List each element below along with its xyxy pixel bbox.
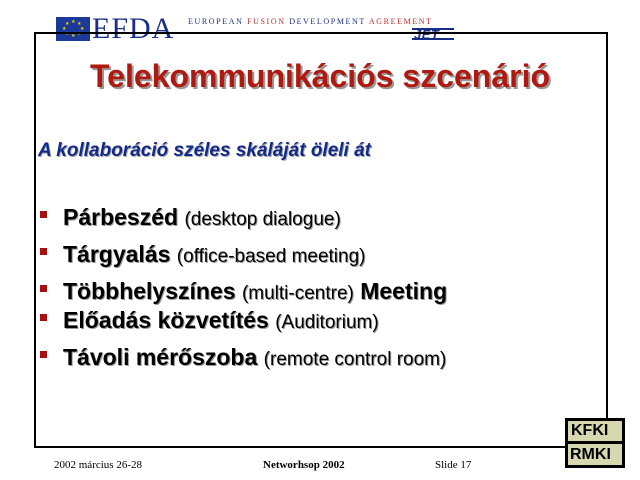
efda-logo-text: EFDA [92,12,175,45]
footer-event: Networhsop 2002 [263,459,345,471]
bullet-icon [40,351,47,358]
footer-date: 2002 március 26-28 [54,459,142,471]
slide-title: Telekommunikációs szcenárió [89,58,551,94]
bullet-paren: (desktop dialogue) [184,209,341,230]
eu-flag-icon: ★ ★ ★ ★ ★ ★ ★ ★ [56,17,90,41]
bullet-icon [40,285,47,292]
jet-logo-text: JET [414,27,440,42]
agreement-word: EUROPEAN [188,17,244,26]
bullet-paren: (Auditorium) [275,312,379,333]
bullet-icon [40,314,47,321]
kfki-rmki-logo [565,418,625,468]
slide-subtitle: A kollaboráció széles skáláját öleli át [38,140,372,161]
logo-text-bottom: RMKI [570,446,611,463]
footer-slide-number: Slide 17 [435,459,472,471]
agreement-word: FUSION [247,17,286,26]
bullet-main: Párbeszéd [63,204,179,230]
bullet-paren: (multi-centre) [241,283,354,304]
bullet-main: Előadás közvetítés [63,307,269,333]
bullet-paren: (remote control room) [263,349,447,370]
agreement-word: DEVELOPMENT [289,17,366,26]
bullet-paren: (office-based meeting) [176,246,366,267]
bullet-icon [40,211,47,218]
bullet-main: Többhelyszínes [63,278,236,304]
agreement-banner [188,17,433,26]
bullet-icon [40,248,47,255]
agreement-word: AGREEMENT [368,17,433,26]
bullet-after: Meeting [360,278,448,304]
bullet-main: Távoli mérőszoba [63,344,258,370]
logo-text-top: KFKI [571,422,609,439]
bullet-main: Tárgyalás [63,241,171,267]
